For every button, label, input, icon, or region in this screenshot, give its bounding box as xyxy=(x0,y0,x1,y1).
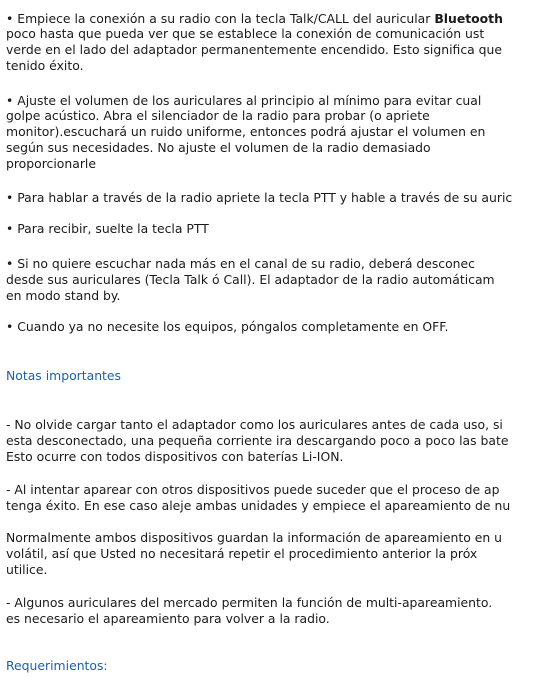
paragraph-5-line-1: • Si no quiere escuchar nada más en el canal de su radio, deberá desconec xyxy=(6,256,475,271)
note-3-line-3: utilice. xyxy=(6,562,48,577)
requirements-heading: Requerimientos: xyxy=(6,658,108,673)
note-3-line-2: volátil, así que Usted no necesitará repetir el procedimiento anterior la próx xyxy=(6,546,478,561)
note-1-line-1: - No olvide cargar tanto el adaptador como los auriculares antes de cada uso, si xyxy=(6,417,503,432)
note-4-line-2: es necesario el apareamiento para volver a la radio. xyxy=(6,611,330,626)
paragraph-2-line-1: • Ajuste el volumen de los auriculares al principio al mínimo para evitar cual xyxy=(6,93,482,108)
paragraph-1-line-1: • Empiece la conexión a su radio con la tecla Talk/CALL del auricular Bluetooth xyxy=(6,11,503,26)
paragraph-4-line-1: • Para recibir, suelte la tecla PTT xyxy=(6,221,209,236)
note-1-line-2: esta desconectado, una pequeña corriente ira descargando poco a poco las bate xyxy=(6,433,509,448)
paragraph-5-line-3: en modo stand by. xyxy=(6,288,121,303)
note-2-line-1: - Al intentar aparear con otros dispositivos puede suceder que el proceso de ap xyxy=(6,482,500,497)
note-1-line-3: Esto ocurre con todos dispositivos con baterías Li-ION. xyxy=(6,449,344,464)
note-4-line-1: - Algunos auriculares del mercado permiten la función de multi-apareamiento. xyxy=(6,595,493,610)
bluetooth-bold-text: Bluetooth xyxy=(434,11,503,26)
paragraph-1-line-3: verde en el lado del adaptador permanentemente encendido. Esto significa que xyxy=(6,42,503,57)
notes-heading: Notas importantes xyxy=(6,368,121,383)
note-2-line-2: tenga éxito. En ese caso aleje ambas unidades y empiece el apareamiento de nu xyxy=(6,498,511,513)
paragraph-1-line-2: poco hasta que pueda ver que se establece la conexión de comunicación ust xyxy=(6,26,485,41)
paragraph-2-line-2: golpe acústico. Abra el silenciador de la radio para probar (o apriete xyxy=(6,108,430,123)
paragraph-1-line-4: tenido éxito. xyxy=(6,58,84,73)
paragraph-5-line-2: desde sus auriculares (Tecla Talk ó Call). El adaptador de la radio automáticam xyxy=(6,272,495,287)
paragraph-2-line-3: monitor).escuchará un ruido uniforme, entonces podrá ajustar el volumen en xyxy=(6,124,486,139)
paragraph-2-line-5: proporcionarle xyxy=(6,156,96,171)
paragraph-6-line-1: • Cuando ya no necesite los equipos, póngalos completamente en OFF. xyxy=(6,319,449,334)
paragraph-2-line-4: según sus necesidades. No ajuste el volumen de la radio demasiado xyxy=(6,140,431,155)
note-3-line-1: Normalmente ambos dispositivos guardan la información de apareamiento en u xyxy=(6,530,502,545)
paragraph-3-line-1: • Para hablar a través de la radio apriete la tecla PTT y hable a través de su auric xyxy=(6,190,513,205)
